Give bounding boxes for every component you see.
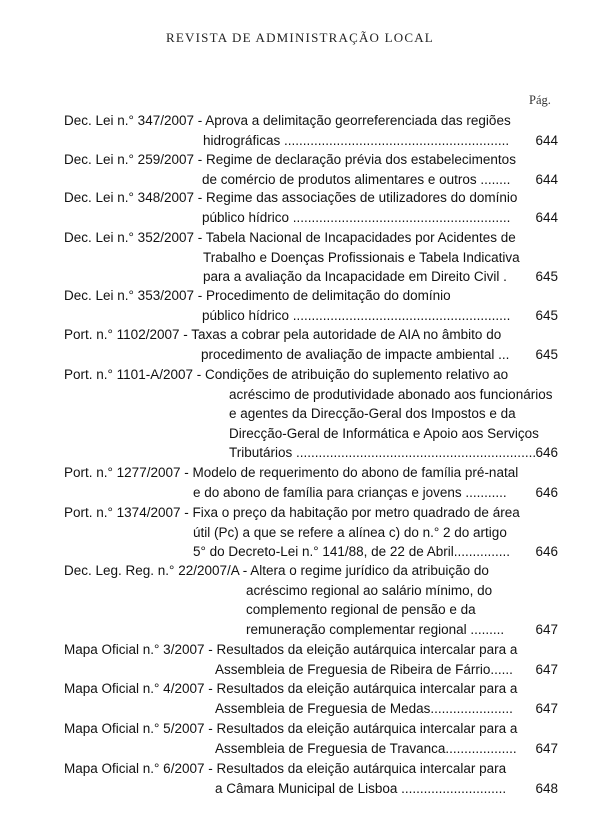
- entry-description-line: hidrográficas ............................................................: [203, 132, 510, 148]
- entry-description: Regime de declaração prévia dos estabelecimentos: [206, 152, 516, 167]
- entry-description-line: acréscimo regional ao salário mínimo, do: [246, 582, 493, 598]
- page-number: 645: [535, 346, 558, 362]
- page-number: 644: [535, 209, 558, 225]
- page-number: 644: [535, 171, 558, 187]
- legal-reference: Port. n.° 1374/2007 -: [64, 505, 189, 520]
- entry-description-line: remuneração complementar regional .........: [246, 621, 505, 637]
- toc-entry-first-line: [64, 562, 489, 580]
- entry-description-line: procedimento de avaliação de impacte ambiental ...: [201, 346, 510, 362]
- entry-description: Resultados da eleição autárquica intercalar para a: [216, 721, 518, 736]
- legal-reference: Mapa Oficial n.° 5/2007 -: [64, 721, 213, 736]
- toc-entry-first-line: [64, 229, 516, 247]
- journal-title: REVISTA DE ADMINISTRAÇÃO LOCAL: [166, 30, 434, 45]
- entry-description-line: Assembleia de Freguesia de Ribeira de Fárrio......: [215, 661, 513, 677]
- legal-reference: Mapa Oficial n.° 4/2007 -: [64, 681, 213, 696]
- legal-reference: Dec. Lei n.° 352/2007 -: [64, 230, 203, 245]
- legal-reference: Port. n.° 1277/2007 -: [64, 465, 189, 480]
- legal-reference: Mapa Oficial n.° 6/2007 -: [64, 761, 213, 776]
- page-number: 647: [535, 740, 558, 756]
- page-number: 646: [535, 544, 558, 559]
- legal-reference: Dec. Lei n.° 259/2007 -: [64, 152, 203, 167]
- entry-description: Resultados da eleição autárquica intercalar para a: [216, 642, 518, 657]
- legal-reference: Dec. Lei n.° 347/2007 -: [64, 113, 203, 128]
- entry-description-line: Tributários ................................................................: [229, 445, 537, 460]
- entry-description: Resultados da eleição autárquica intercalar para a: [216, 681, 518, 696]
- toc-entry-first-line: [64, 720, 517, 738]
- toc-entry-first-line: [64, 287, 451, 305]
- toc-entry-first-line: [64, 189, 517, 207]
- entry-description: Resultados da eleição autárquica intercalar para: [216, 761, 507, 776]
- entry-description: Tabela Nacional de Incapacidades por Acidentes de: [205, 230, 516, 245]
- page-number: 647: [535, 700, 558, 716]
- entry-description-line: útil (Pc) a que se refere a alínea c) do n.° 2 do artigo: [193, 524, 507, 540]
- page-number: 647: [535, 621, 558, 637]
- entry-description: Aprova a delimitação georreferenciada das regiões: [205, 113, 511, 128]
- page-number: 647: [535, 661, 558, 677]
- entry-description: Modelo de requerimento do abono de família pré-natal: [192, 465, 519, 480]
- entry-description-line: Trabalho e Doenças Profissionais e Tabela Indicativa: [203, 249, 520, 265]
- entry-description: Condições de atribuição do suplemento relativo ao: [205, 367, 509, 382]
- toc-entry-first-line: [64, 151, 516, 169]
- legal-reference: Dec. Lei n.° 348/2007 -: [64, 190, 203, 205]
- entry-description: Fixa o preço da habitação por metro quadrado de área: [192, 505, 520, 520]
- page-number: 646: [535, 445, 558, 460]
- toc-entry-first-line: [64, 760, 506, 778]
- entry-description-line: e agentes da Direcção-Geral dos Impostos e da: [229, 406, 516, 421]
- entry-description-line: acréscimo de produtividade abonado aos funcionários: [229, 386, 553, 402]
- entry-description-line: Assembleia de Freguesia de Travanca...................: [215, 740, 517, 756]
- entry-description: Procedimento de delimitação do domínio: [206, 288, 451, 303]
- page-number: 648: [535, 780, 558, 796]
- page-number: 646: [535, 484, 558, 500]
- entry-description-line: público hídrico ..........................................................: [202, 209, 511, 225]
- toc-entry-first-line: [64, 112, 511, 130]
- page-number: 645: [535, 269, 558, 284]
- page-number: 644: [535, 132, 558, 148]
- page-column-label: Pág.: [529, 93, 551, 107]
- legal-reference: Port. n.° 1102/2007 -: [64, 327, 188, 342]
- toc-entry-first-line: [64, 504, 520, 522]
- legal-reference: Dec. Leg. Reg. n.° 22/2007/A -: [64, 563, 248, 578]
- entry-description: Regime das associações de utilizadores do domínio: [206, 190, 518, 205]
- toc-entry-first-line: [64, 326, 501, 344]
- legal-reference: Dec. Lei n.° 353/2007 -: [64, 288, 203, 303]
- toc-entry-first-line: [64, 366, 508, 384]
- entry-description-line: 5° do Decreto-Lei n.° 141/88, de 22 de Abril...............: [193, 544, 510, 559]
- toc-entry-first-line: [64, 680, 517, 698]
- entry-description: Altera o regime jurídico da atribuição do: [250, 563, 489, 578]
- entry-description-line: complemento regional de pensão e da: [246, 602, 476, 617]
- entry-description-line: para a avaliação da Incapacidade em Direito Civil .: [203, 269, 507, 284]
- legal-reference: Mapa Oficial n.° 3/2007 -: [64, 642, 213, 657]
- toc-entry-first-line: [64, 641, 517, 659]
- page-number: 645: [535, 307, 558, 323]
- entry-description-line: público hídrico ..........................................................: [202, 307, 511, 323]
- entry-description-line: a Câmara Municipal de Lisboa ............................: [215, 780, 507, 796]
- entry-description-line: Direcção-Geral de Informática e Apoio aos Serviços: [229, 425, 539, 441]
- legal-reference: Port. n.° 1101-A/2007 -: [64, 367, 202, 382]
- entry-description-line: de comércio de produtos alimentares e outros ........: [202, 171, 511, 187]
- entry-description: Taxas a cobrar pela autoridade de AIA no âmbito do: [191, 327, 502, 342]
- toc-entry-first-line: [64, 464, 518, 482]
- entry-description-line: Assembleia de Freguesia de Medas......................: [215, 700, 513, 716]
- entry-description-line: e do abono de família para crianças e jovens ...........: [193, 484, 507, 500]
